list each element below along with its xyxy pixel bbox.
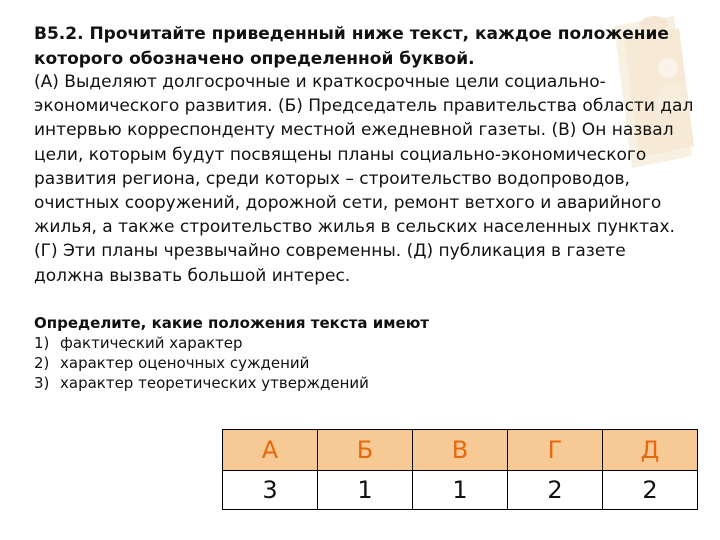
task-title: В5.2. Прочитайте приведенный ниже текст, каждое положение которого обозначено определенной буквой.	[34, 24, 669, 69]
option-number: 2)	[34, 354, 50, 372]
option-number: 1)	[34, 334, 50, 352]
answer-table	[222, 429, 698, 510]
option-item	[34, 333, 684, 353]
task-body-text: (А) Выделяют долгосрочные и краткосрочные цели социально-экономического развития. (Б) Председатель правительства области дал интервью корреспонденту местной ежедневной газеты. (В) Он назвал цели, которым будут посвящены планы социально-экономического развития региона, среди которых – строительство водопроводов, очистных сооружений, дорожной сети, ремонт ветхого и аварийного жилья, а также строительство жилья в сельских населенных пунктах. (Г) Эти планы чрезвычайно современны. (Д) публикация в газете должна вызвать большой интерес.	[34, 72, 694, 286]
option-number: 3)	[34, 374, 50, 392]
answer-header-cell: Б	[318, 430, 413, 471]
answer-header-cell: Г	[508, 430, 603, 471]
answer-value-cell: 3	[223, 471, 318, 510]
answer-value-cell: 1	[318, 471, 413, 510]
option-text: характер оценочных суждений	[60, 354, 310, 372]
answer-value-cell: 1	[413, 471, 508, 510]
answer-value-row	[223, 471, 698, 510]
option-text: характер теоретических утверждений	[60, 374, 369, 392]
answer-header-cell: В	[413, 430, 508, 471]
task-question: Определите, какие положения текста имеют	[34, 314, 429, 332]
answer-header-cell: Д	[603, 430, 698, 471]
answer-value-cell: 2	[508, 471, 603, 510]
option-text: фактический характер	[60, 334, 243, 352]
option-item	[34, 373, 684, 393]
option-list	[34, 333, 684, 393]
answer-header-row	[223, 430, 698, 471]
answer-header-cell: А	[223, 430, 318, 471]
answer-value-cell: 2	[603, 471, 698, 510]
option-item	[34, 353, 684, 373]
